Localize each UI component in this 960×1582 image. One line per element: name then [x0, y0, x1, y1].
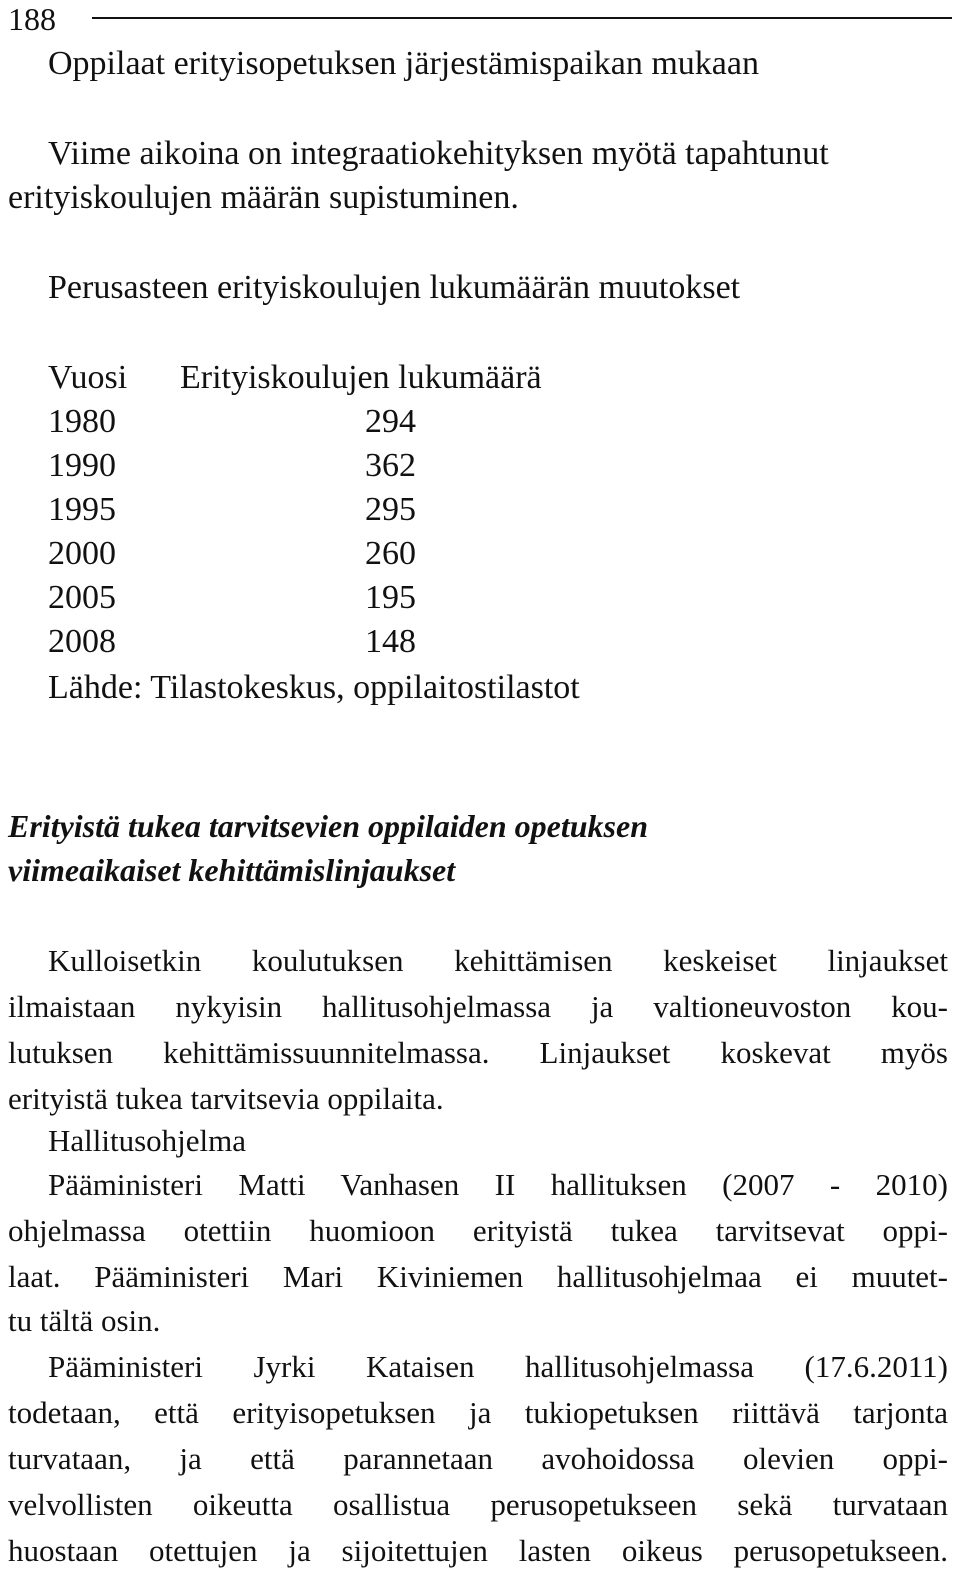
table-cell-count: 148: [365, 623, 416, 660]
para3-line-2: todetaan, että erityisopetuksen ja tukiopetuksen riittävä tarjonta: [8, 1395, 948, 1430]
table-cell-year: 2000: [48, 535, 116, 572]
table-cell-year: 2005: [48, 579, 116, 616]
para2-line-1: Pääministeri Matti Vanhasen II hallituksen (2007 - 2010): [48, 1167, 948, 1202]
header-rule: [92, 17, 952, 19]
subheading-line-1: Erityistä tukea tarvitsevien oppilaiden opetuksen: [8, 808, 648, 844]
para1-line-3: lutuksen kehittämissuunnitelmassa. Linjaukset koskevat myös: [8, 1035, 948, 1070]
table-cell-count: 294: [365, 403, 416, 440]
table-cell-count: 362: [365, 447, 416, 484]
para2-line-4: tu tältä osin.: [8, 1303, 161, 1338]
table-cell-count: 195: [365, 579, 416, 616]
subheading-line-2: viimeaikaiset kehittämislinjaukset: [8, 852, 456, 888]
para1-line-1: Kulloisetkin koulutuksen kehittämisen keskeiset linjaukset: [48, 943, 948, 978]
table-header-count: Erityiskoulujen lukumäärä: [180, 359, 542, 396]
table-source: Lähde: Tilastokeskus, oppilaitostilastot: [48, 669, 580, 706]
para2-line-3: laat. Pääministeri Mari Kiviniemen hallitusohjelmaa ei muutet-: [8, 1259, 948, 1294]
table-cell-year: 1980: [48, 403, 116, 440]
para2-line-2: ohjelmassa otettiin huomioon erityistä tukea tarvitsevat oppi-: [8, 1213, 948, 1248]
intro-line-1: Viime aikoina on integraatiokehityksen myötä tapahtunut: [48, 135, 829, 172]
para3-line-3: turvataan, ja että parannetaan avohoidossa olevien oppi-: [8, 1441, 948, 1476]
hallitusohjelma-label: Hallitusohjelma: [48, 1123, 247, 1158]
para1-line-2: ilmaistaan nykyisin hallitusohjelmassa ja valtioneuvoston kou-: [8, 989, 948, 1024]
para3-line-4: velvollisten oikeutta osallistua perusopetukseen sekä turvataan: [8, 1487, 948, 1522]
table-header-year: Vuosi: [48, 359, 128, 396]
section-title: Oppilaat erityisopetuksen järjestämispaikan mukaan: [48, 45, 759, 82]
table-cell-count: 260: [365, 535, 416, 572]
para3-line-1: Pääministeri Jyrki Kataisen hallitusohjelmassa (17.6.2011): [48, 1349, 948, 1384]
page-number: 188: [8, 1, 56, 37]
table-cell-count: 295: [365, 491, 416, 528]
para1-line-4: erityistä tukea tarvitsevia oppilaita.: [8, 1081, 444, 1116]
para3-line-5: huostaan otettujen ja sijoitettujen lasten oikeus perusopetukseen.: [8, 1533, 948, 1568]
intro-line-2: erityiskoulujen määrän supistuminen.: [8, 179, 519, 216]
table-cell-year: 1995: [48, 491, 116, 528]
table-title: Perusasteen erityiskoulujen lukumäärän muutokset: [48, 269, 741, 306]
table-cell-year: 1990: [48, 447, 116, 484]
table-cell-year: 2008: [48, 623, 116, 660]
